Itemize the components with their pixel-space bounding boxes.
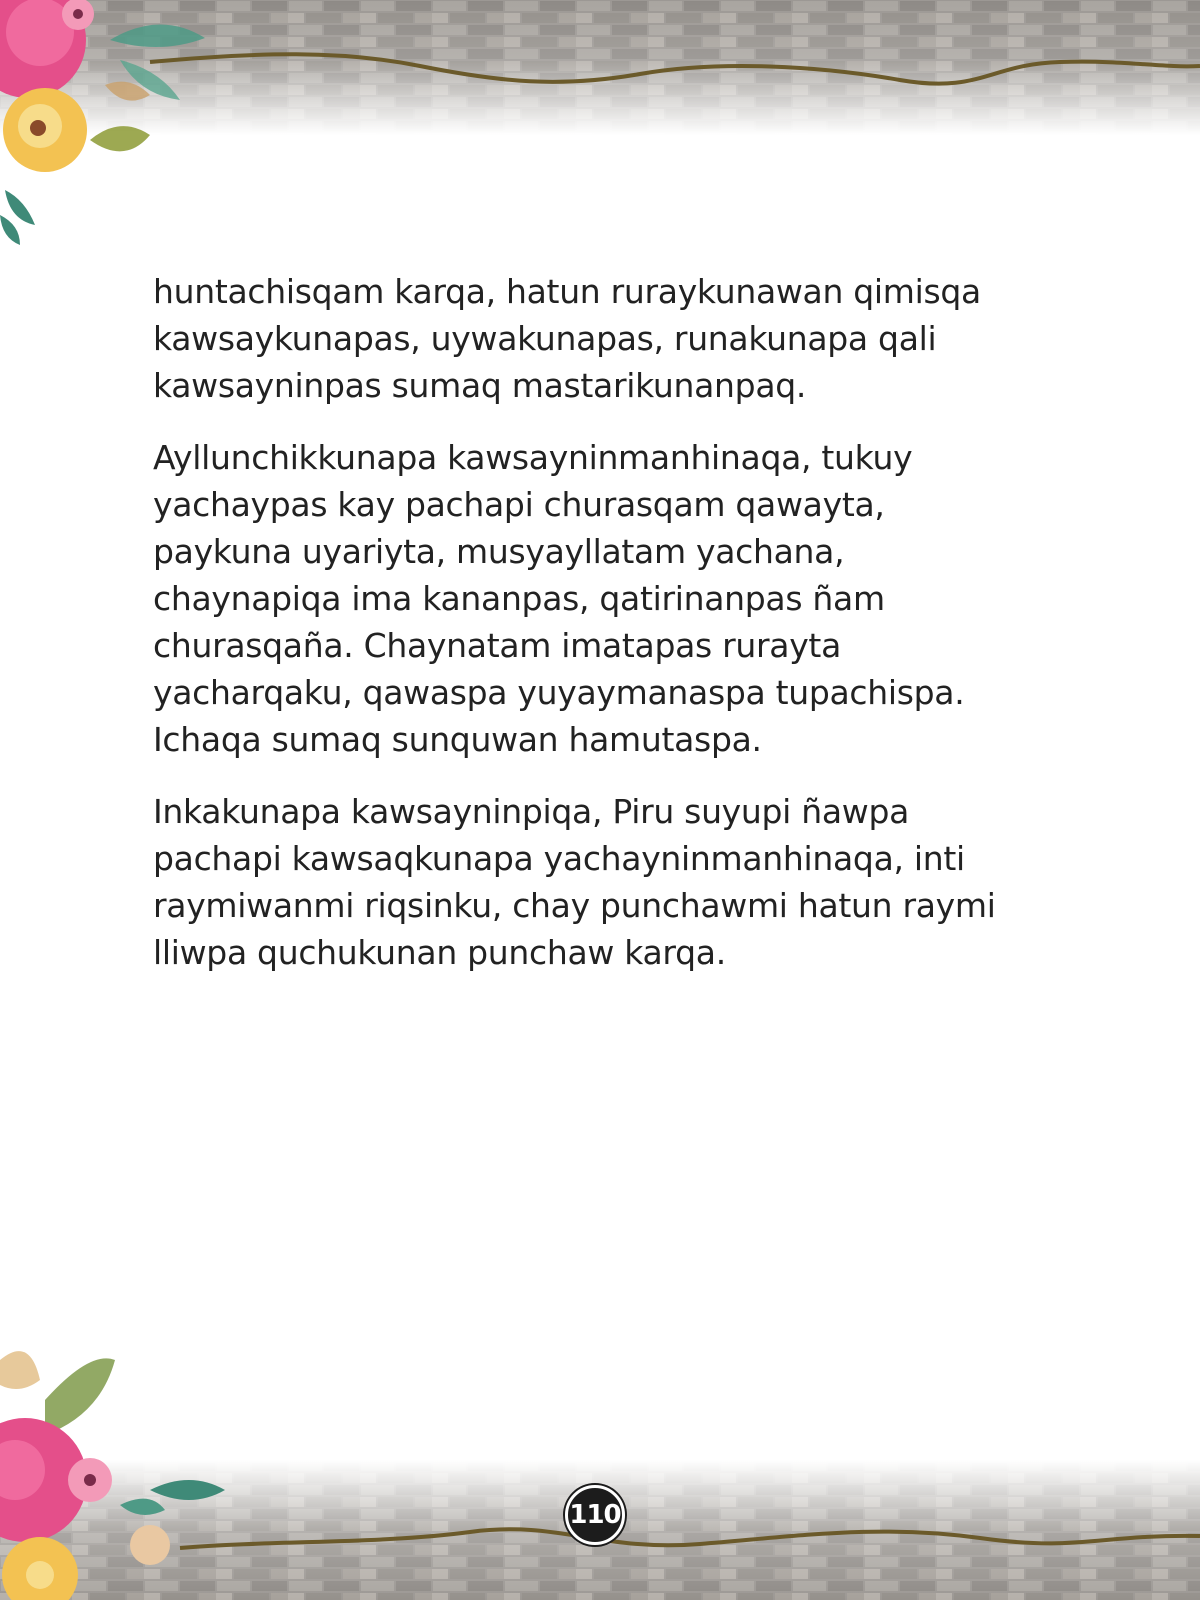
text-line: churasqaña. Chaynatam imatapas rurayta [153, 626, 841, 665]
text-line: pachapi kawsaqkunapa yachayninmanhinaqa, inti [153, 839, 965, 878]
text-line: yachaypas kay pachapi churasqam qawayta, [153, 485, 885, 524]
text-line: huntachisqam karqa, hatun ruraykunawan qimisqa [153, 272, 981, 311]
text-line: lliwpa quchukunan punchaw karqa. [153, 933, 726, 972]
text-line: paykuna uyariyta, musyayllatam yachana, [153, 532, 845, 571]
text-line: kawsayninpas sumaq mastarikunanpaq. [153, 366, 807, 405]
text-line: kawsaykunapas, uywakunapas, runakunapa qali [153, 319, 937, 358]
text-line: yacharqaku, qawaspa yuyaymanaspa tupachispa. [153, 673, 965, 712]
paragraph-1 [153, 268, 1053, 409]
text-line: Ayllunchikkunapa kawsayninmanhinaqa, tukuy [153, 438, 913, 477]
text-line: raymiwanmi riqsinku, chay punchawmi hatun raymi [153, 886, 996, 925]
paragraph-2 [153, 434, 1053, 763]
text-line: Ichaqa sumaq sunquwan hamutaspa. [153, 720, 762, 759]
body-text [153, 268, 1053, 1001]
paragraph-3 [153, 788, 1053, 976]
flower-decoration-bottom [0, 1340, 240, 1600]
text-line: chaynapiqa ima kananpas, qatirinanpas ñam [153, 579, 885, 618]
flower-decoration-top [0, 0, 230, 250]
page-number-badge: 110 [565, 1485, 625, 1545]
text-line: Inkakunapa kawsayninpiqa, Piru suyupi ñawpa [153, 792, 910, 831]
